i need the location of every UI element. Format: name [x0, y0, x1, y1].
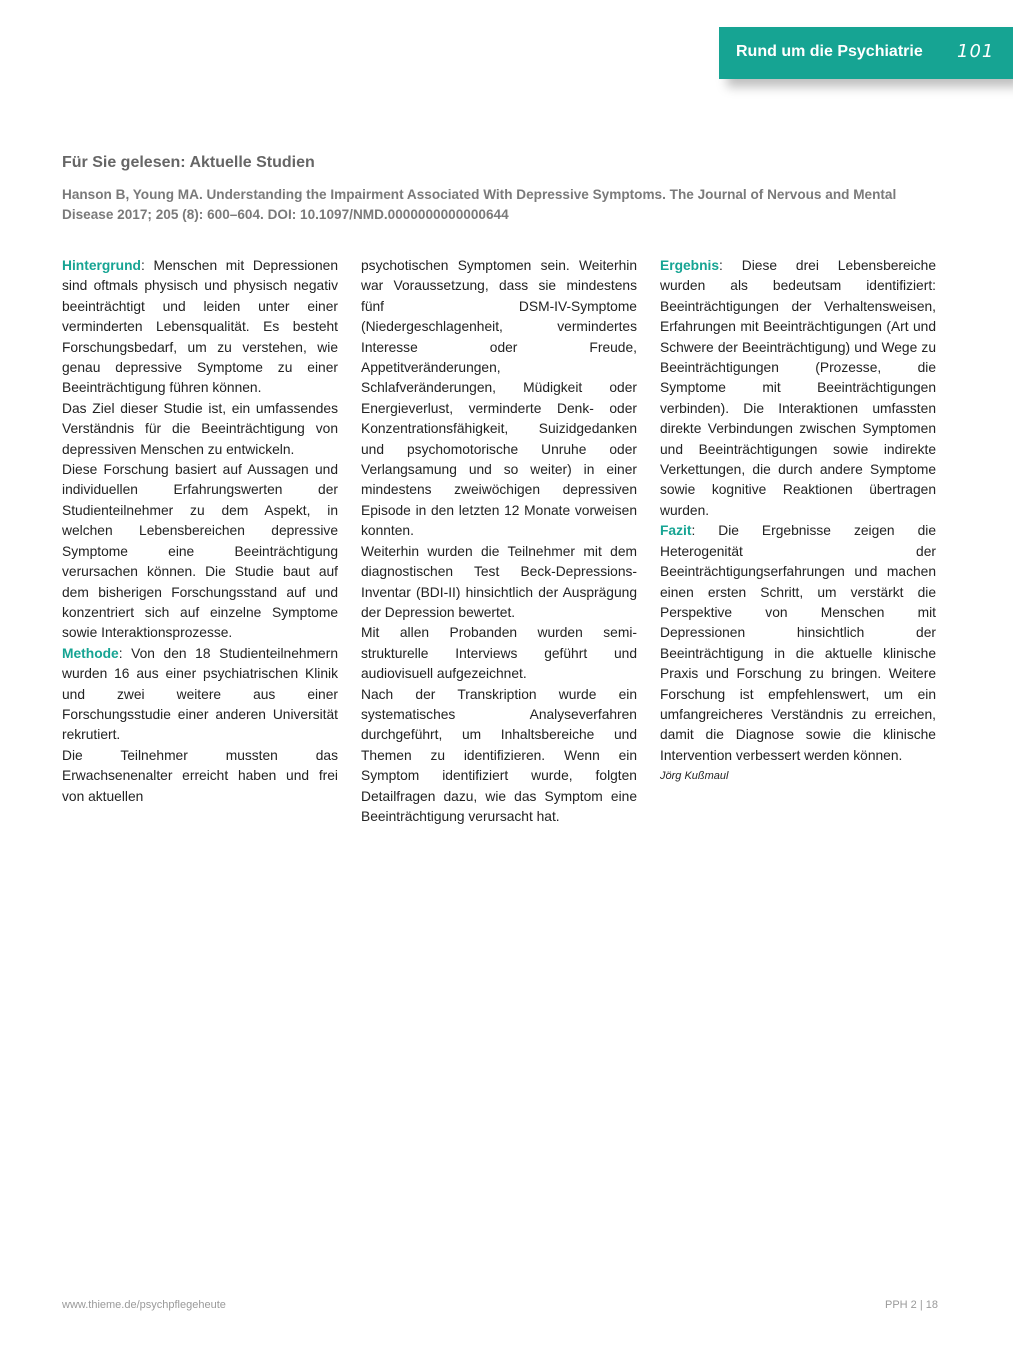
text-column-3	[660, 256, 936, 786]
footer-issue: PPH 2 | 18	[885, 1299, 938, 1311]
article-citation: Hanson B, Young MA. Understanding the Impairment Associated With Depressive Symptoms. The Journal of Nervous and Mental Disease 2017; 205 (8): 600–604. DOI: 10.1097/NMD.0000000000000644	[62, 187, 897, 222]
page-number: 101	[957, 41, 995, 62]
paragraph-teilnehmer-part2: psychotischen Symptomen sein. Weiterhin war Voraussetzung, dass sie mindestens fünf DSM-IV-Symptome (Niedergeschlagenheit, vermindertes Interesse oder Freude, Appetitveränderungen, Schlafveränderungen, Müdigkeit oder Energieverlust, verminderte Denk- oder Konzentrationsfähigkeit, Suizidgedanken und psychomotorische Unruhe oder Verlangsamung und so weiter) in einer mindestens zweiwöchigen depressiven Episode in den letzten 12 Monate vorweisen konnten.	[361, 258, 637, 539]
paragraph-beck: Weiterhin wurden die Teilnehmer mit dem diagnostischen Test Beck-Depressions-Inventar (BDI-II) hinsichtlich der Ausprägung der Depression bewertet.	[361, 543, 637, 620]
text-fazit: : Die Ergebnisse zeigen die Heterogenität der Beeinträchtigungserfahrungen und machen einen ersten Schritt, um verstärkt die Perspektive von Menschen mit Depressionen hinsichtlich der Beeinträchtigung in die aktuelle klinische Praxis und Forschung zu bringen. Weitere Forschung ist empfehlenswert, um ein umfangreicheres Verständnis zu erreichen, damit die Diagnose sowie die klinische Intervention verbessert werden können.	[660, 523, 936, 763]
paragraph-teilnehmer-part1: Die Teilnehmer mussten das Erwachsenenalter erreicht haben und frei von aktuellen	[62, 747, 338, 804]
footer-url: www.thieme.de/psychpflegeheute	[62, 1299, 226, 1311]
article-author: Jörg Kußmaul	[660, 770, 729, 783]
paragraph-forschung: Diese Forschung basiert auf Aussagen und individuellen Erfahrungswerten der Studienteilnehmer zu dem Aspekt, in welchen Lebensbereichen depressive Symptome eine Beeinträchtigung verursachen können. Die Studie baut auf dem bisherigen Forschungsstand auf und konzentriert sich auf einzelne Symptome sowie Interaktionsprozesse.	[62, 462, 338, 641]
paragraph-fazit	[660, 521, 936, 766]
paragraph-ziel: Das Ziel dieser Studie ist, ein umfassendes Verständnis für die Beeinträchtigung von depressiven Menschen zu entwickeln.	[62, 400, 338, 457]
label-methode: Methode	[62, 645, 119, 661]
paragraph-transkription: Nach der Transkription wurde ein systematisches Analyseverfahren durchgeführt, um Inhaltsbereiche und Themen zu identifizieren. Wenn ein Symptom identifiziert wurde, folgten Detailfragen dazu, wie das Symptom eine Beeinträchtigung verursacht hat.	[361, 686, 637, 824]
paragraph-hintergrund	[62, 256, 338, 399]
label-ergebnis: Ergebnis	[660, 258, 720, 273]
article-heading: Für Sie gelesen: Aktuelle Studien	[62, 154, 315, 171]
text-column-1	[62, 256, 338, 807]
text-ergebnis: : Diese drei Lebensbereiche wurden als bedeutsam identifiziert: Beeinträchtigungen der Verhaltensweisen, Erfahrungen mit Beeinträchtigungen (Art und Schwere der Beeinträchtigung) und Wege zu Beeinträchtigungen (Prozesse, die Symptome mit Beeinträchtigungen verbinden). Die Interaktionen umfassten direkte Verbindungen zwischen Symptomen und Beeinträchtigungen sowie indirekte Verkettungen, die durch andere Symptome sowie kognitive Reaktionen übertragen wurden.	[660, 258, 936, 518]
text-column-2	[361, 256, 637, 827]
section-title: Rund um die Psychiatrie	[736, 43, 923, 60]
paragraph-methode	[62, 644, 338, 746]
paragraph-ergebnis	[660, 256, 936, 521]
section-header-tab	[719, 27, 1013, 79]
text-methode: : Von den 18 Studienteilnehmern wurden 16 aus einer psychiatrischen Klinik und zwei weitere aus einer Forschungsstudie einer anderen Universität rekrutiert.	[62, 645, 338, 743]
label-fazit: Fazit	[660, 523, 692, 539]
text-hintergrund: : Menschen mit Depressionen sind oftmals physisch und physisch negativ beeinträchtigt und leiden unter einer verminderten Lebensqualität. Es besteht Forschungsbedarf, um zu verstehen, wie genau depressive Symptome zu einer Beeinträchtigung führen können.	[62, 258, 338, 396]
label-hintergrund: Hintergrund	[62, 258, 141, 273]
paragraph-interviews: Mit allen Probanden wurden semi-strukturelle Interviews geführt und audiovisuell aufgezeichnet.	[361, 625, 637, 682]
